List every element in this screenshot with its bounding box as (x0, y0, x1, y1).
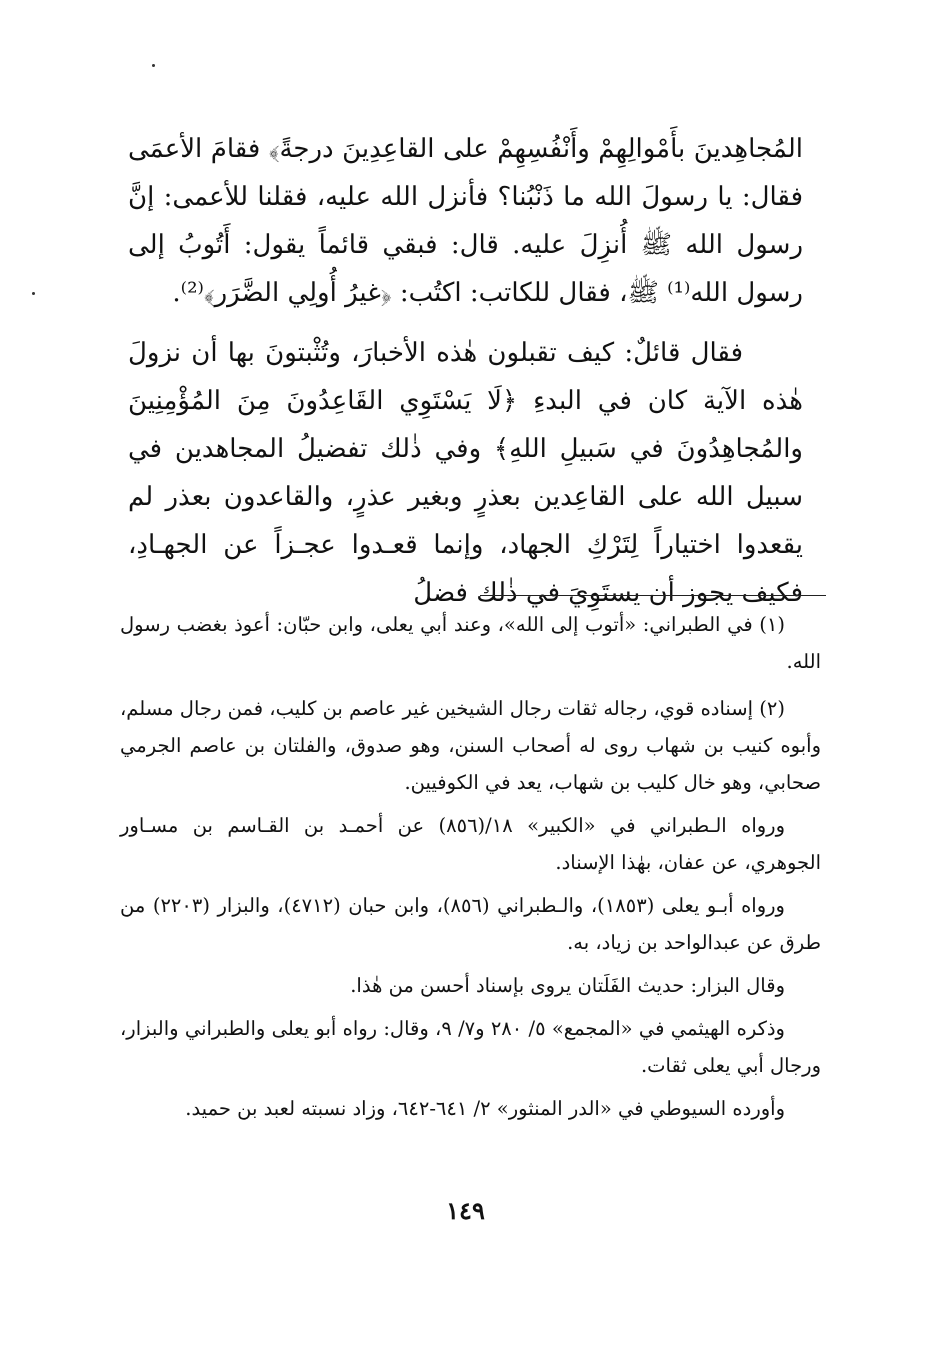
main-paragraph-1: المُجاهِدينَ بأَمْوالِهِمْ وأَنْفُسِهِمْ على القاعِدِينَ درجةً﴾ فقامَ الأعمَى فقال: يا رسولَ الله ما ذَنْبُنا؟ فأنزل الله عليه، فقلنا للأعمى: إنَّ رسول الله ﷺ أُنزِلَ عليه. قال: فبقي قائماً يقول: أَتُوبُ إلى رسول الله⁽¹⁾ ﷺ، فقال للكاتب: اكتُب: ﴿غيرُ أُولِي الضَّرَر﴾⁽²⁾. (128, 134, 803, 308)
footnote-2-continuation: وذكره الهيثمي في «المجمع» ٥/ ٢٨٠ و٧/ ٩، وقال: رواه أبو يعلى والطبراني والبزار، ورجال أبي يعلى ثقات. (120, 1017, 821, 1077)
scan-speck (152, 64, 155, 67)
footnote-2-continuation: ورواه أبـو يعلى (١٨٥٣)، والـطبراني (٨٥٦)، وابن حبان (٤٧١٢)، والبزار (٢٢٠٣) من طرق عن عبدالواحد بن زياد، به. (120, 894, 821, 954)
footnote-2-continuation: وقال البزار: حديث الفَلَتان يروى بإسناد أحسن من هٰذا. (350, 974, 785, 997)
footnote-1: (١) في الطبراني: «أتوب إلى الله»، وعند أبي يعلى، وابن حبّان: أعوذ بغضب رسول الله. (120, 613, 821, 673)
footnote-2-continuation: وأورده السيوطي في «الدر المنثور» ٢/ ٦٤١-٦٤٢، وزاد نسبته لعبد بن حميد. (185, 1097, 785, 1120)
footnote-2: (٢) إسناده قوي، رجاله ثقات رجال الشيخين غير عاصم بن كليب، فمن رجال مسلم، وأبوه كنيب بن شهاب روى له أصحاب السنن، وهو صدوق، والفلتان بن عاصم الجرمي صحابي، وهو خال كليب بن شهاب، يعد في الكوفيين. (120, 697, 822, 794)
footnote-separator (480, 595, 826, 596)
footnotes (120, 606, 821, 1127)
footnote-2-continuation: ورواه الـطبراني في «الكبير» ١٨/(٨٥٦) عن أحمـد بن القـاسم بن مسـاور الجوهري، عن عفان، بهٰذا الإسناد. (120, 814, 821, 874)
page-number: ١٤٩ (446, 1196, 485, 1225)
main-text (128, 125, 803, 617)
scan-speck (32, 292, 35, 295)
main-paragraph-2: فقال قائلٌ: كيف تقبلون هٰذه الأخبارَ، وتُثْبتونَ بها أن نزولَ هٰذه الآية كان في البدءِ ﴿لَا يَسْتَوِي القَاعِدُونَ مِنَ المُؤْمِنِينَ والمُجاهِدُونَ في سَبيلِ اللهِ﴾ وفي ذٰلك تفضيلُ المجاهدين في سبيل الله على القاعِدين بعذرٍ وبغير عذرٍ، والقاعدون بعذر لم يقعدوا اختياراً لِتَرْكِ الجهاد، وإنما قعـدوا عجـزاً عن الجهـادِ، فكيف يجوز أن يستَوِيَ في ذٰلك فضلُ (128, 338, 803, 608)
